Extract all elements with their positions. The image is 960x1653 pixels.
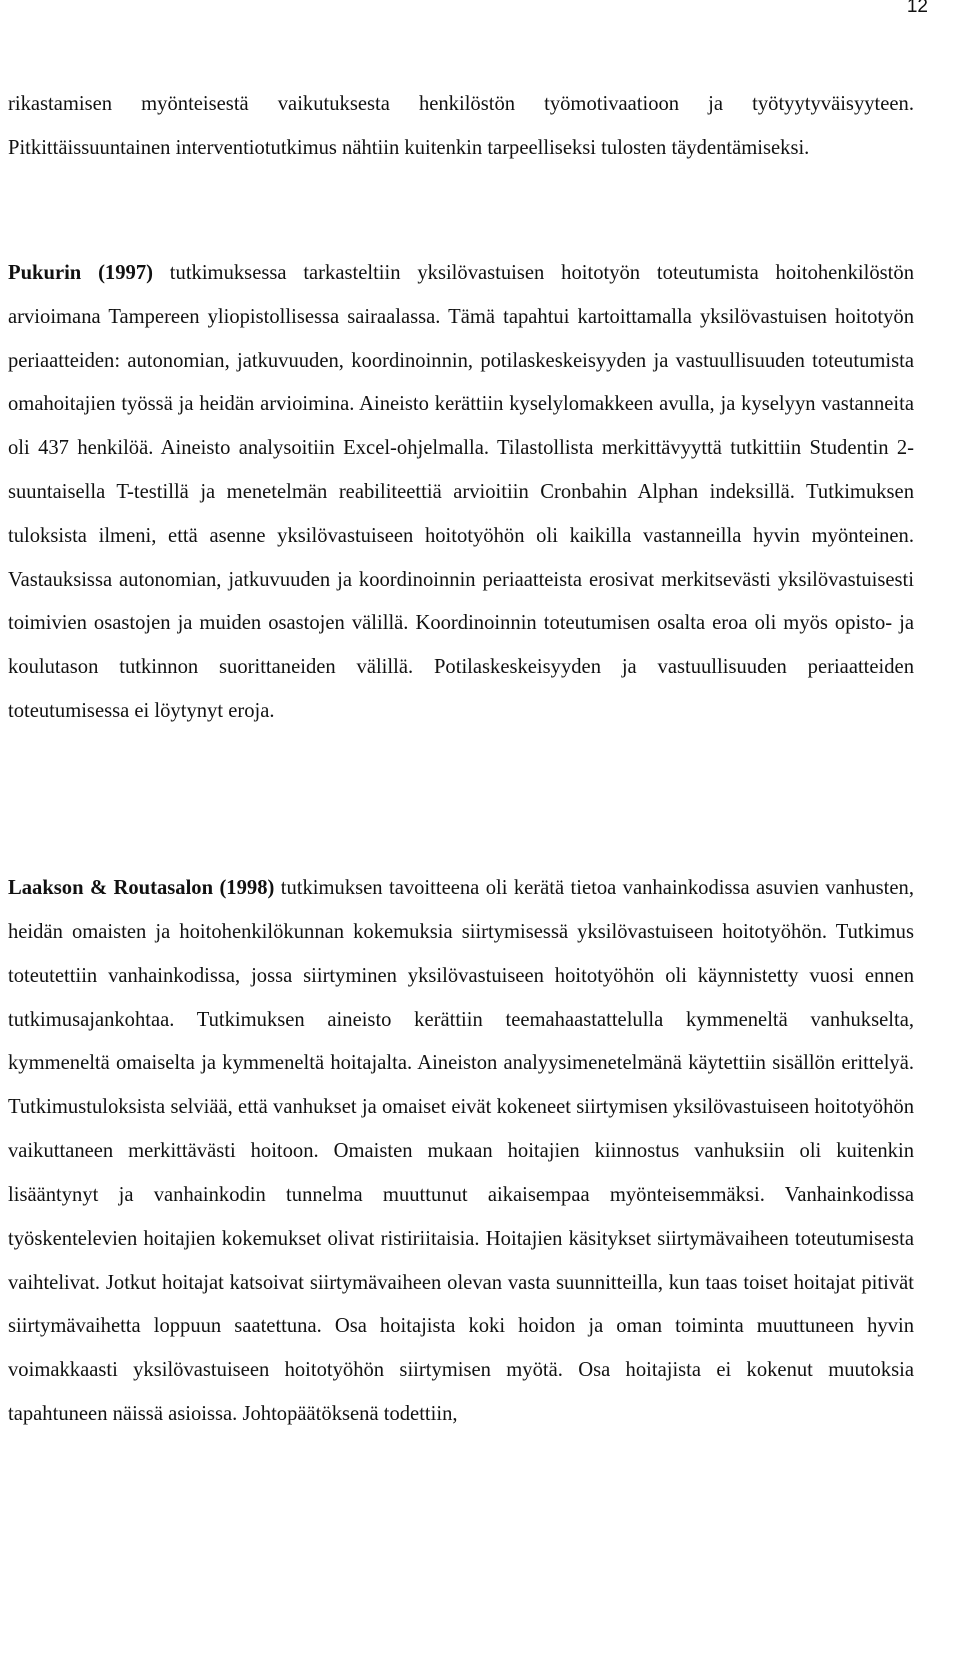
paragraph-laakso-routasalo	[8, 867, 914, 1437]
paragraph-text: tutkimuksen tavoitteena oli kerätä tietoa vanhainkodissa asuvien vanhusten, heidän omaisten ja hoitohenkilökunnan kokemuksia siirtymisessä yksilövastuiseen hoitotyöhön. Tutkimus toteutettiin vanhainkodissa, jossa siirtyminen yksilövastuiseen hoitotyöhön oli käynnistetty vuosi ennen tutkimusajankohtaa. Tutkimuksen aineisto kerättiin teemahaastattelulla kymmeneltä vanhukselta, kymmeneltä omaiselta ja kymmeneltä hoitajalta. Aineiston analyysimenetelmänä käytettiin sisällön erittelyä. Tutkimustuloksista selviää, että vanhukset ja omaiset eivät kokeneet siirtymisen yksilövastuiseen hoitotyöhön vaikuttaneen merkittävästi hoitoon. Omaisten mukaan hoitajien kiinnostus vanhuksiin oli kuitenkin lisääntynyt ja vanhainkodin tunnelma muuttunut aikaisempaa myönteisemmäksi. Vanhainkodissa työskentelevien hoitajien kokemukset olivat ristiriitaisia. Hoitajien käsitykset siirtymävaiheen toteutumisesta vaihtelivat. Jotkut hoitajat katsoivat siirtymävaiheen olevan vasta suunnitteilla, kun taas toiset hoitajat pitivät siirtymävaihetta loppuun saatettuna. Osa hoitajista koki hoidon ja oman toiminta muuttuneen hyvin voimakkaasti yksilövastuiseen hoitotyöhön siirtymisen myötä. Osa hoitajista ei kokenut muutoksia tapahtuneen näissä asioissa. Johtopäätöksenä todettiin,	[8, 877, 914, 1426]
citation-lead: Laakson & Routasalon (1998)	[8, 877, 275, 899]
paragraph-text: rikastamisen myönteisestä vaikutuksesta henkilöstön työmotivaatioon ja työtyytyväisyyteen. Pitkittäissuuntainen interventiotutkimus nähtiin kuitenkin tarpeelliseksi tulosten täydentämiseksi.	[8, 93, 914, 159]
paragraph-text: tutkimuksessa tarkasteltiin yksilövastuisen hoitotyön toteutumista hoitohenkilöstön arvioimana Tampereen yliopistollisessa sairaalassa. Tämä tapahtui kartoittamalla yksilövastuisen hoitotyön periaatteiden: autonomian, jatkuvuuden, koordinoinnin, potilaskeskeisyyden ja vastuullisuuden toteutumista omahoitajien työssä ja heidän arvioimina. Aineisto kerättiin kyselylomakkeen avulla, ja kyselyyn vastanneita oli 437 henkilöä. Aineisto analysoitiin Excel-ohjelmalla. Tilastollista merkittävyyttä tutkittiin Studentin 2-suuntaisella T-testillä ja menetelmän reabiliteettiä arvioitiin Cronbahin Alphan indeksillä. Tutkimuksen tuloksista ilmeni, että asenne yksilövastuiseen hoitotyöhön oli kaikilla vastanneilla hyvin myönteinen. Vastauksissa autonomian, jatkuvuuden ja koordinoinnin periaatteista erosivat merkitsevästi yksilövastuisesti toimivien osastojen ja muiden osastojen välillä. Koordinoinnin toteutumisen osalta eroa oli myös opisto- ja koulutason tutkinnon suorittaneiden välillä. Potilaskeskeisyyden ja vastuullisuuden periaatteiden toteutumisessa ei löytynyt eroja.	[8, 262, 914, 722]
paragraph-intro	[8, 83, 914, 170]
page-number: 12	[906, 0, 928, 17]
paragraph-pukuri	[8, 252, 914, 734]
citation-lead: Pukurin (1997)	[8, 262, 153, 284]
